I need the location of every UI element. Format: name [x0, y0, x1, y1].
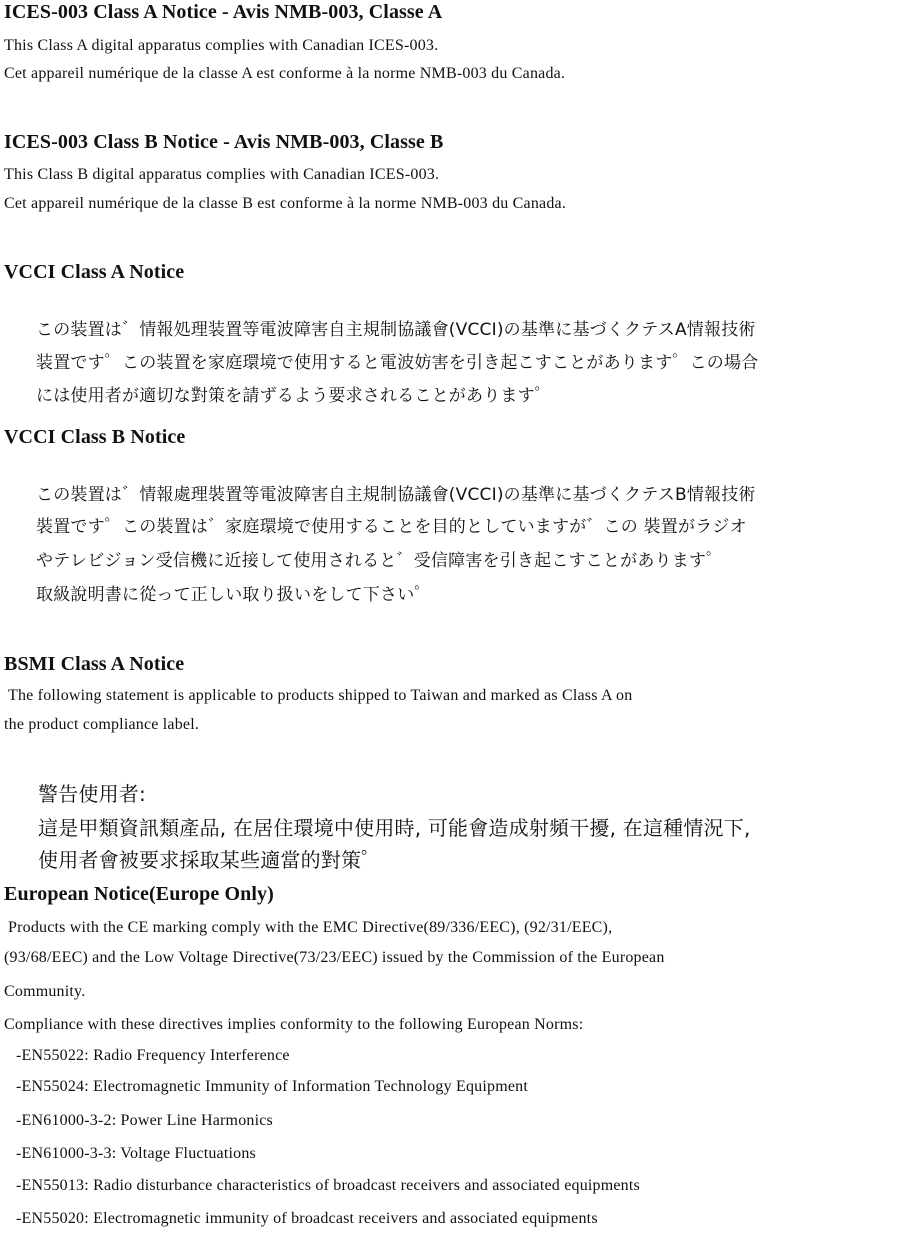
bsmi-warning-line: 警告使用者:	[38, 782, 146, 806]
bsmi-warning-line: 使用者會被要求採取某些適當的對策゜	[38, 848, 382, 872]
bsmi-text-line: the product compliance label.	[4, 716, 200, 733]
ices-b-french-text: Cet appareil numérique de la classe B est conforme à la norme NMB-003 du Canada.	[4, 195, 567, 212]
europe-norm-item: -EN55022: Radio Frequency Interference	[16, 1047, 290, 1064]
europe-norm-item: -EN61000-3-2: Power Line Harmonics	[16, 1112, 273, 1129]
vcci-b-line: この裝置は゛情報處理裝置等電波障害自主規制協議會(VCCI)の基準に基づくクテスB情報技術	[36, 485, 756, 505]
europe-heading: European Notice(Europe Only)	[4, 883, 274, 905]
ices-a-english-text: This Class A digital apparatus complies with Canadian ICES-003.	[4, 37, 439, 54]
vcci-b-line: 取級說明書に從って正しい取り扱いをして下さい゜	[36, 585, 432, 605]
europe-text-line: Products with the CE marking comply with the EMC Directive(89/336/EEC), (92/31/EEC),	[8, 919, 613, 936]
ices-a-french-text: Cet appareil numérique de la classe A est conforme à la norme NMB-003 du Canada.	[4, 65, 566, 82]
vcci-a-line: には使用者が適切な對策を請ずるよう要求されることがあります゜	[36, 386, 552, 406]
vcci-b-heading: VCCI Class B Notice	[4, 426, 186, 448]
ices-b-heading: ICES-003 Class B Notice - Avis NMB-003, Classe B	[4, 131, 444, 153]
vcci-b-line: 裝置です゜この裝置は゛家庭環境で使用することを目的としていますが゛この 裝置がラジオ	[36, 517, 747, 537]
europe-norm-item: -EN55013: Radio disturbance characteristics of broadcast receivers and associated equipments	[16, 1177, 640, 1194]
vcci-a-heading: VCCI Class A Notice	[4, 261, 185, 283]
bsmi-warning-line: 這是甲類資訊類產品, 在居住環境中使用時, 可能會造成射頻干擾, 在這種情況下,	[38, 816, 751, 840]
ices-a-heading: ICES-003 Class A Notice - Avis NMB-003, Classe A	[4, 1, 443, 23]
europe-norm-item: -EN55024: Electromagnetic Immunity of Information Technology Equipment	[16, 1078, 529, 1095]
ices-b-english-text: This Class B digital apparatus complies with Canadian ICES-003.	[4, 166, 440, 183]
vcci-b-line: やテレビジョン受信機に近接して使用されると゛受信障害を引き起こすことがあります゜	[36, 551, 724, 571]
europe-norm-item: -EN55020: Electromagnetic immunity of broadcast receivers and associated equipments	[16, 1210, 598, 1227]
vcci-a-line: この装置は゛情報処理装置等電波障害自主規制協議會(VCCI)の基準に基づくクテスA情報技術	[36, 320, 756, 340]
europe-text-line: Compliance with these directives implies conformity to the following European Norms:	[4, 1016, 584, 1033]
vcci-a-line: 装置です゜この装置を家庭環境で使用すると電波妨害を引き起こすことがあります゜この場合	[36, 353, 759, 373]
europe-text-line: Community.	[4, 983, 86, 1000]
bsmi-text-line: The following statement is applicable to products shipped to Taiwan and marked as Class A on	[8, 687, 633, 704]
europe-text-line: (93/68/EEC) and the Low Voltage Directive(73/23/EEC) issued by the Commission of the European	[4, 949, 665, 966]
europe-norm-item: -EN61000-3-3: Voltage Fluctuations	[16, 1145, 256, 1162]
bsmi-heading: BSMI Class A Notice	[4, 653, 185, 675]
